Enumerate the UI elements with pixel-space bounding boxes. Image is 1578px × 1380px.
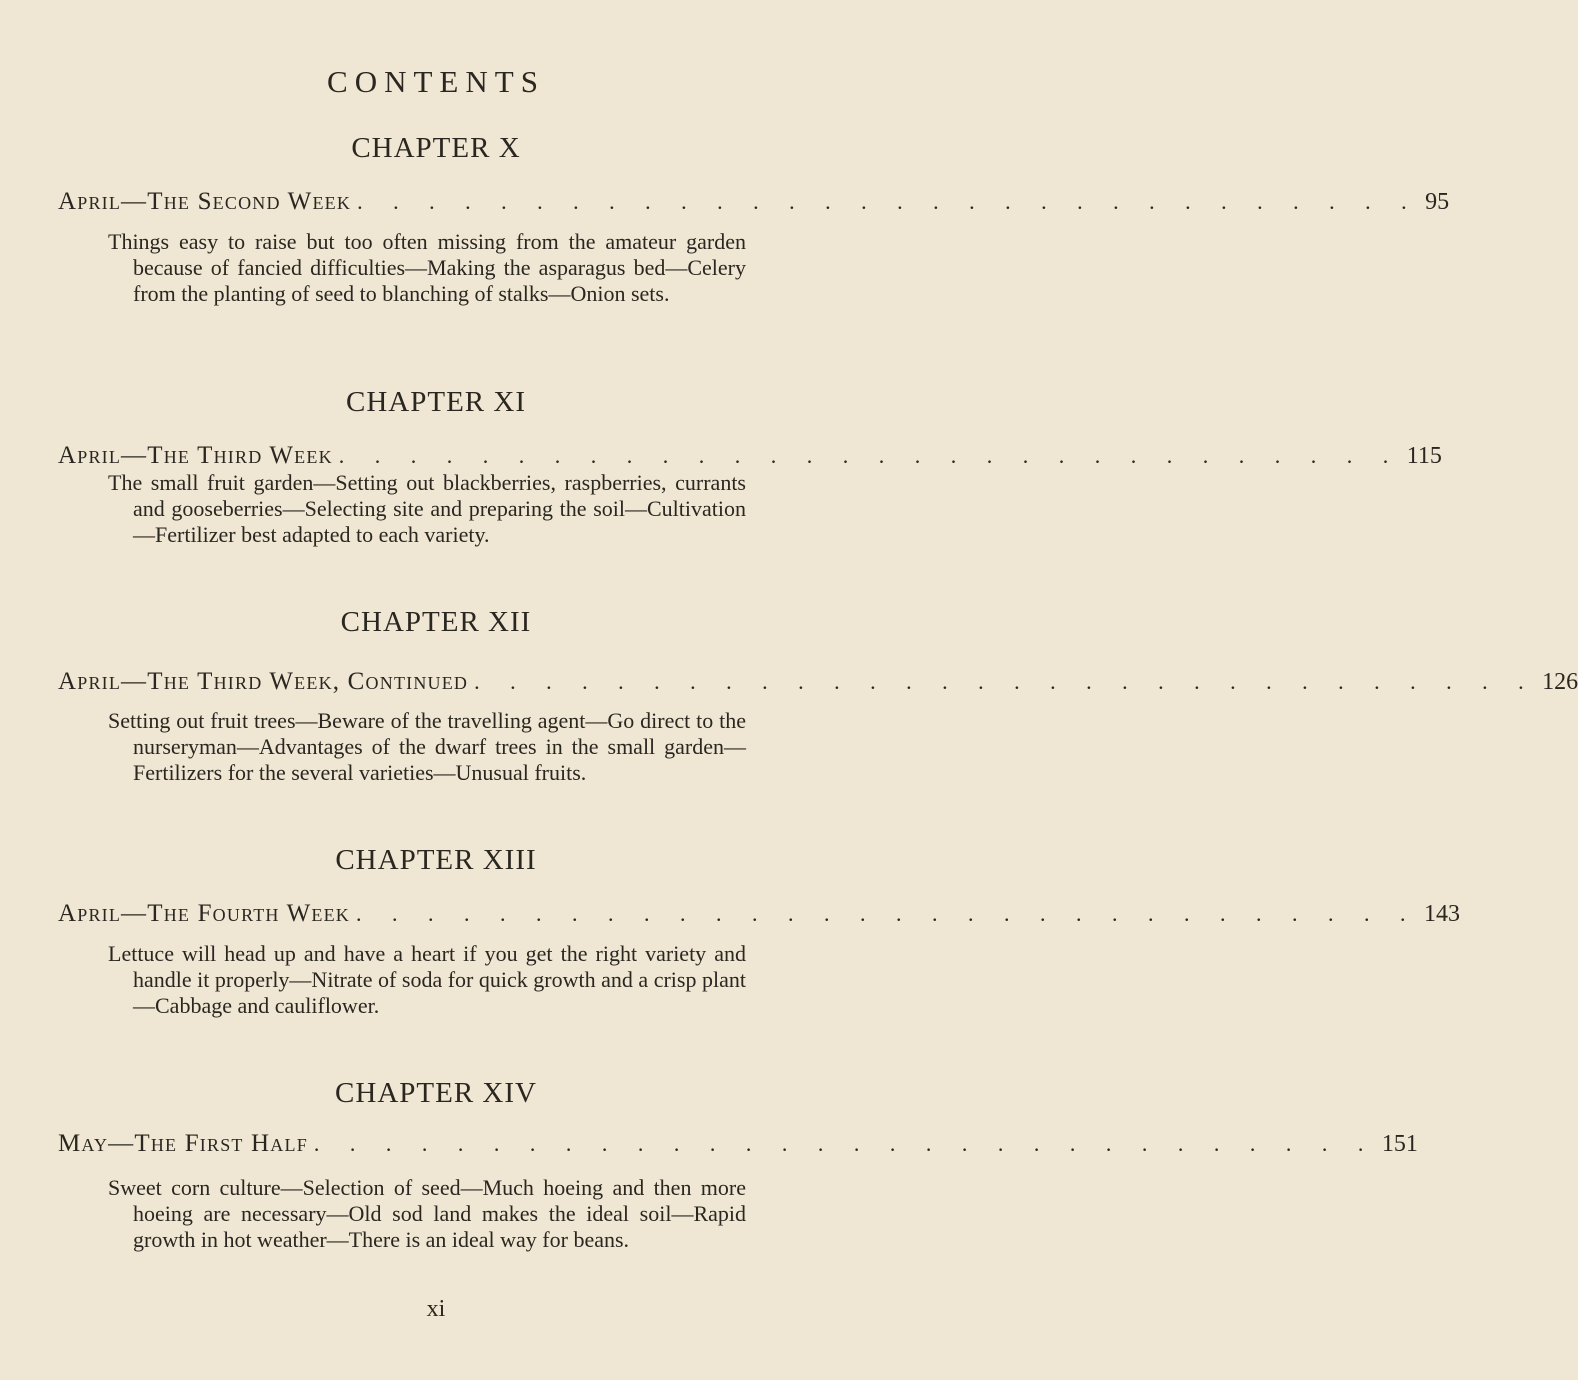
entry-title: April—The Third Week <box>58 442 333 469</box>
page-number: 126 <box>1542 669 1578 695</box>
chapter-summary <box>108 1175 746 1253</box>
entry-title: May—The First Half <box>58 1130 308 1157</box>
toc-entry[interactable] <box>58 668 1578 696</box>
leader-dots: . . . . . . . . . . . . . . . . . . . . . . . . . . . . . . <box>313 1131 1376 1156</box>
leader-dots: . . . . . . . . . . . . . . . . . . . . . . . . . . . . . . <box>355 901 1418 926</box>
leader-dots: . . . . . . . . . . . . . . . . . . . . . . . . . . . . . . <box>474 669 1537 694</box>
entry-title: April—The Fourth Week <box>58 900 350 927</box>
summary-text: Setting out fruit trees—Beware of the travelling agent—Go direct to the nurseryman—Advantages of the dwarf trees in the small garden—Fertilizers for the several varieties—Unusual fruits. <box>108 708 746 785</box>
chapter-heading: CHAPTER XIII <box>335 844 537 876</box>
contents-title: CONTENTS <box>327 64 545 99</box>
chapter-heading: CHAPTER XIV <box>335 1077 537 1109</box>
entry-title: April—The Third Week, Continued <box>58 668 469 695</box>
page-number: 151 <box>1381 1131 1418 1157</box>
summary-text: Sweet corn culture—Selection of seed—Much hoeing and then more hoeing are necessary—Old sod land makes the ideal soil—Rapid growth in hot weather—There is an ideal way for beans. <box>108 1175 746 1252</box>
page-number: 95 <box>1425 189 1450 215</box>
summary-text: The small fruit garden—Setting out blackberries, raspberries, currants and gooseberries—Selecting site and preparing the soil—Cultivation—Fertilizer best adapted to each variety. <box>108 470 746 547</box>
chapter-summary <box>108 229 746 307</box>
summary-text: Things easy to raise but too often missing from the amateur garden because of fancied difficulties—Making the asparagus bed—Celery from the planting of seed to blanching of stalks—Onion sets. <box>108 229 746 306</box>
entry-title: April—The Second Week <box>58 188 352 215</box>
chapter-summary <box>108 470 746 548</box>
toc-entry[interactable] <box>58 900 1460 928</box>
chapter-heading: CHAPTER X <box>351 132 521 164</box>
page-number: 143 <box>1423 901 1460 927</box>
page-folio: xi <box>426 1296 446 1322</box>
chapter-summary <box>108 941 746 1019</box>
toc-entry[interactable] <box>58 1130 1418 1158</box>
leader-dots: . . . . . . . . . . . . . . . . . . . . . . . . . . . . . . <box>338 443 1401 468</box>
summary-text: Lettuce will head up and have a heart if you get the right variety and handle it properly—Nitrate of soda for quick growth and a crisp plant—Cabbage and cauliflower. <box>108 941 746 1018</box>
chapter-heading: CHAPTER XI <box>346 386 526 418</box>
toc-entry[interactable] <box>58 442 1442 470</box>
toc-entry[interactable] <box>58 188 1450 216</box>
page-number: 115 <box>1406 443 1442 469</box>
chapter-summary <box>108 708 746 786</box>
chapter-heading: CHAPTER XII <box>340 606 532 638</box>
leader-dots: . . . . . . . . . . . . . . . . . . . . . . . . . . . . . . <box>357 189 1420 214</box>
